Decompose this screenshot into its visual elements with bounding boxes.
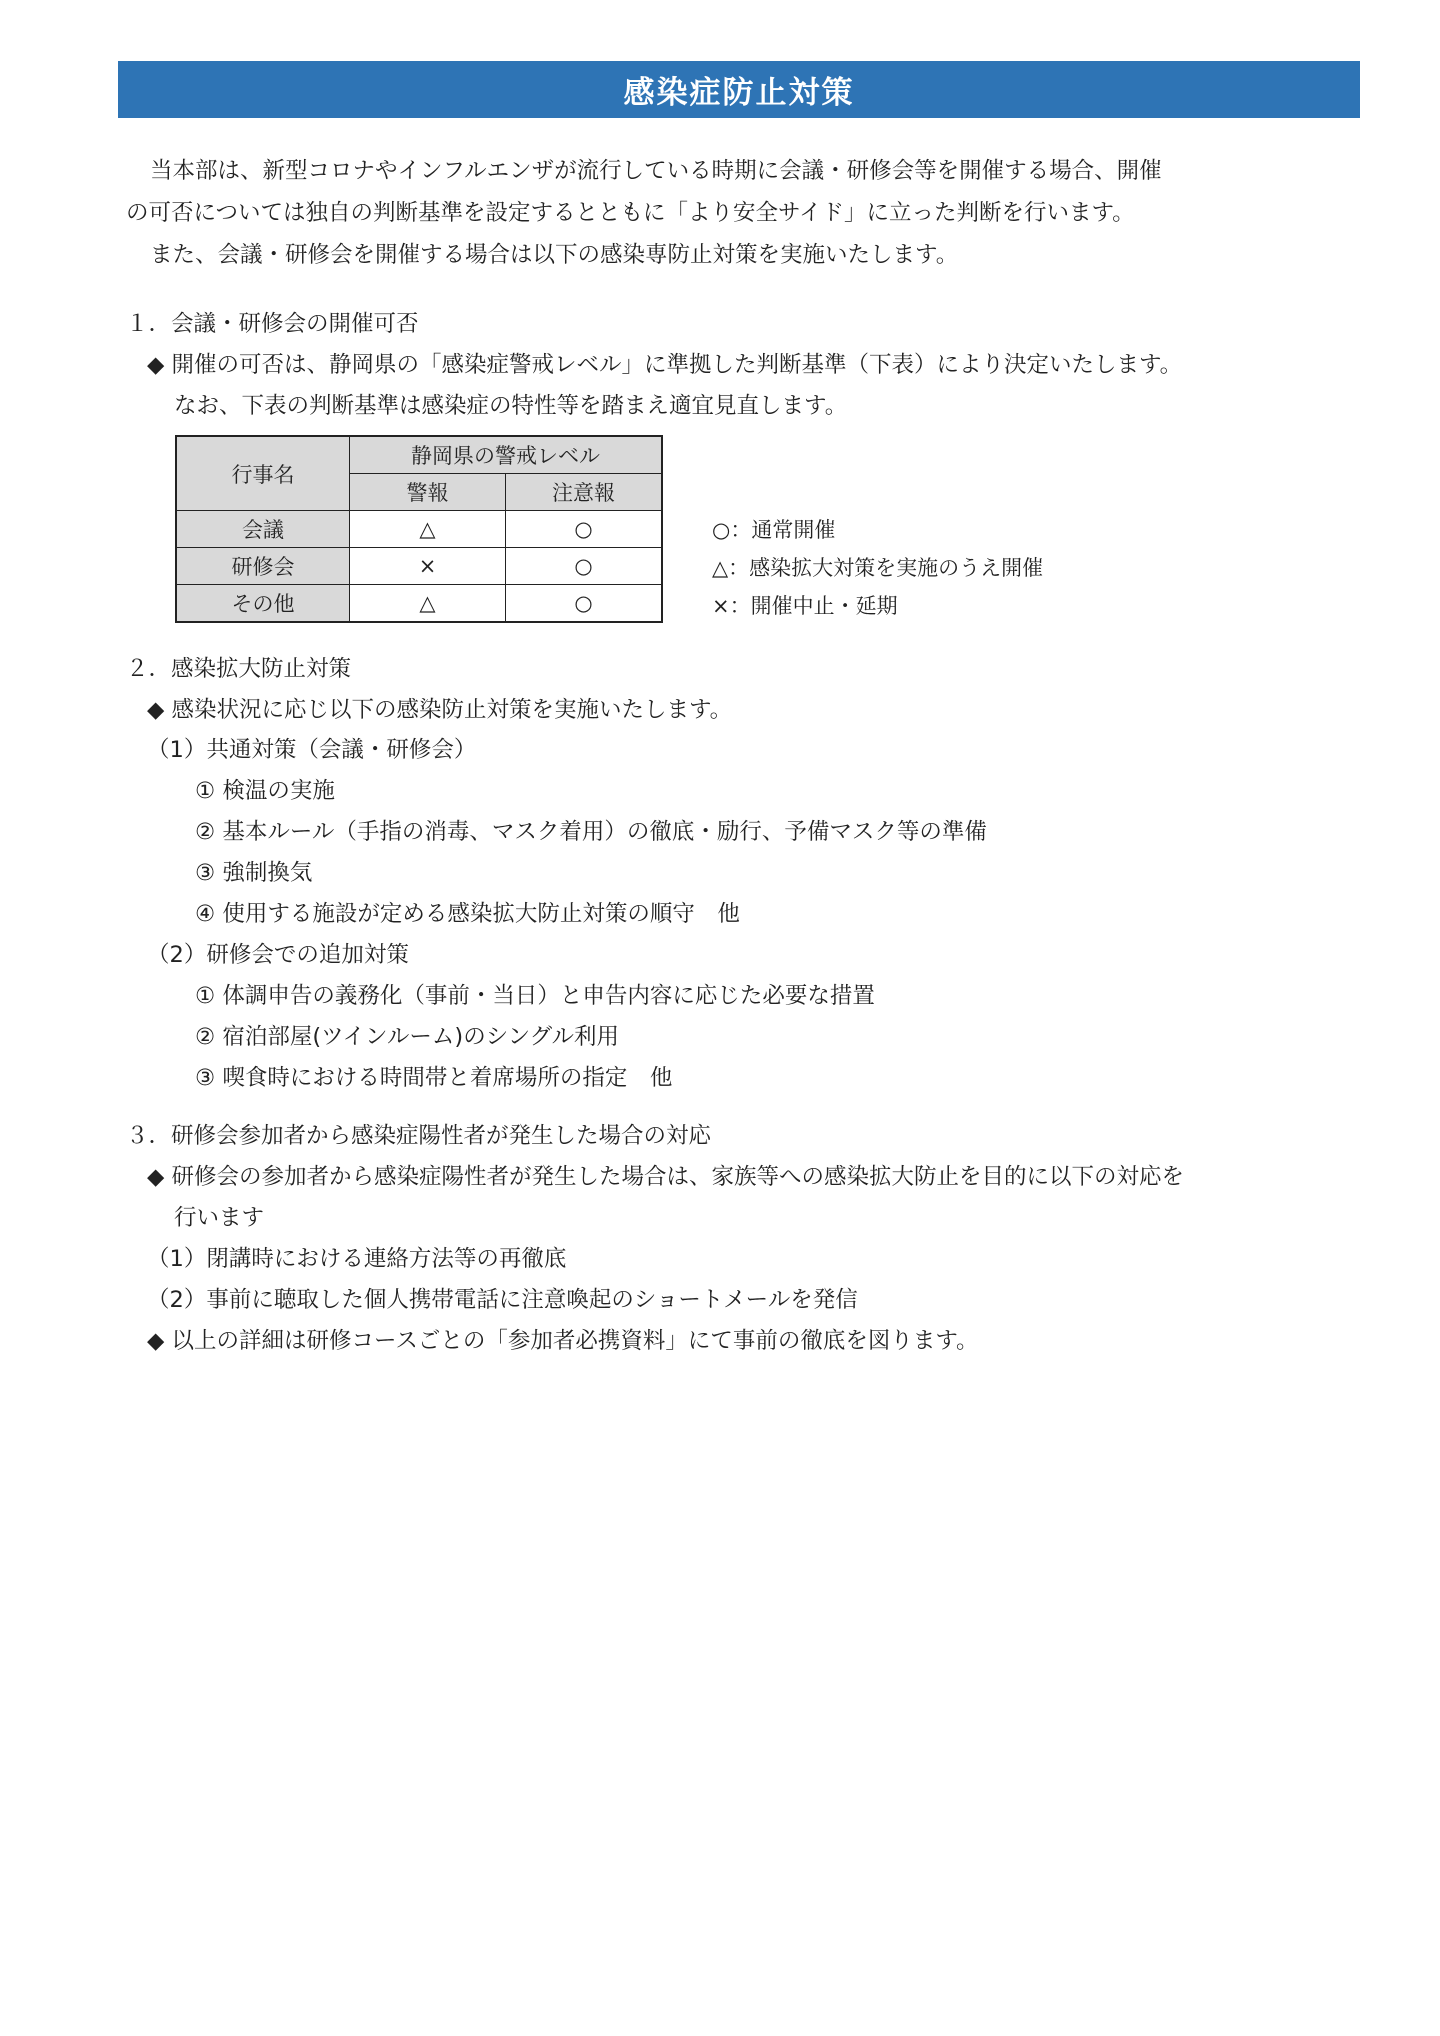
page-title: 感染症防止対策 xyxy=(623,75,855,111)
section3-closing: ◆ 以上の詳細は研修コースごとの「参加者必携資料」にて事前の徹底を図ります。 xyxy=(147,1328,979,1354)
row-advisory-value: ○ xyxy=(506,511,663,548)
section2-heading: ２．感染拡大防止対策 xyxy=(126,656,352,682)
intro-line-3: また、会議・研修会を開催する場合は以下の感染専防止対策を実施いたします。 xyxy=(150,242,959,268)
row-name: その他 xyxy=(176,585,350,623)
row-warning-value: △ xyxy=(350,585,506,623)
section3-heading: ３．研修会参加者から感染症陽性者が発生した場合の対応 xyxy=(126,1123,712,1149)
row-name: 会議 xyxy=(176,511,350,548)
list-item: ② 宿泊部屋(ツインルーム)のシングル利用 xyxy=(195,1024,620,1050)
table-row xyxy=(176,585,662,623)
legend-triangle: △：感染拡大対策を実施のうえ開催 xyxy=(712,556,1044,580)
header-alert-level: 静岡県の警戒レベル xyxy=(350,436,663,474)
list-item: （1）閉講時における連絡方法等の再徹底 xyxy=(147,1246,567,1272)
section3-bullet-line-1: ◆ 研修会の参加者から感染症陽性者が発生した場合は、家族等への感染拡大防止を目的に以下の対応を xyxy=(147,1164,1184,1190)
intro-line-1: 当本部は、新型コロナやインフルエンザが流行している時期に会議・研修会等を開催する場合、開催 xyxy=(150,158,1162,184)
table-row xyxy=(176,548,662,585)
header-event-name: 行事名 xyxy=(176,436,350,511)
section2-sub2-heading: （2）研修会での追加対策 xyxy=(147,942,409,968)
list-item: ④ 使用する施設が定める感染拡大防止対策の順守 他 xyxy=(195,901,740,927)
row-advisory-value: ○ xyxy=(506,585,663,623)
list-item: （2）事前に聴取した個人携帯電話に注意喚起のショートメールを発信 xyxy=(147,1287,858,1313)
section3-bullet-line-2: 行います xyxy=(174,1205,265,1231)
row-warning-value: △ xyxy=(350,511,506,548)
list-item: ① 体調申告の義務化（事前・当日）と申告内容に応じた必要な措置 xyxy=(195,983,875,1009)
legend-circle: ○：通常開催 xyxy=(712,518,836,542)
intro-line-2: の可否については独自の判断基準を設定するとともに「より安全サイド」に立った判断を行います。 xyxy=(126,200,1135,226)
row-warning-value: × xyxy=(350,548,506,585)
section2-sub1-heading: （1）共通対策（会議・研修会） xyxy=(147,737,477,763)
header-advisory: 注意報 xyxy=(506,474,663,511)
row-advisory-value: ○ xyxy=(506,548,663,585)
title-bar xyxy=(118,61,1360,118)
header-warning: 警報 xyxy=(350,474,506,511)
section2-bullet: ◆ 感染状況に応じ以下の感染防止対策を実施いたします。 xyxy=(147,697,733,723)
list-item: ③ 強制換気 xyxy=(195,860,313,886)
list-item: ③ 喫食時における時間帯と着席場所の指定 他 xyxy=(195,1065,673,1091)
list-item: ② 基本ルール（手指の消毒、マスク着用）の徹底・励行、予備マスク等の準備 xyxy=(195,819,987,845)
section1-bullet-line-1: ◆ 開催の可否は、静岡県の「感染症警戒レベル」に準拠した判断基準（下表）により決定いたします。 xyxy=(147,352,1183,378)
list-item: ① 検温の実施 xyxy=(195,778,335,804)
row-name: 研修会 xyxy=(176,548,350,585)
event-decision-table xyxy=(175,435,663,623)
section1-bullet-line-2: なお、下表の判断基準は感染症の特性等を踏まえ適宜見直します。 xyxy=(174,393,848,419)
table-row xyxy=(176,511,662,548)
legend-cross: ×：開催中止・延期 xyxy=(712,594,898,618)
section1-heading: １．会議・研修会の開催可否 xyxy=(126,311,419,337)
